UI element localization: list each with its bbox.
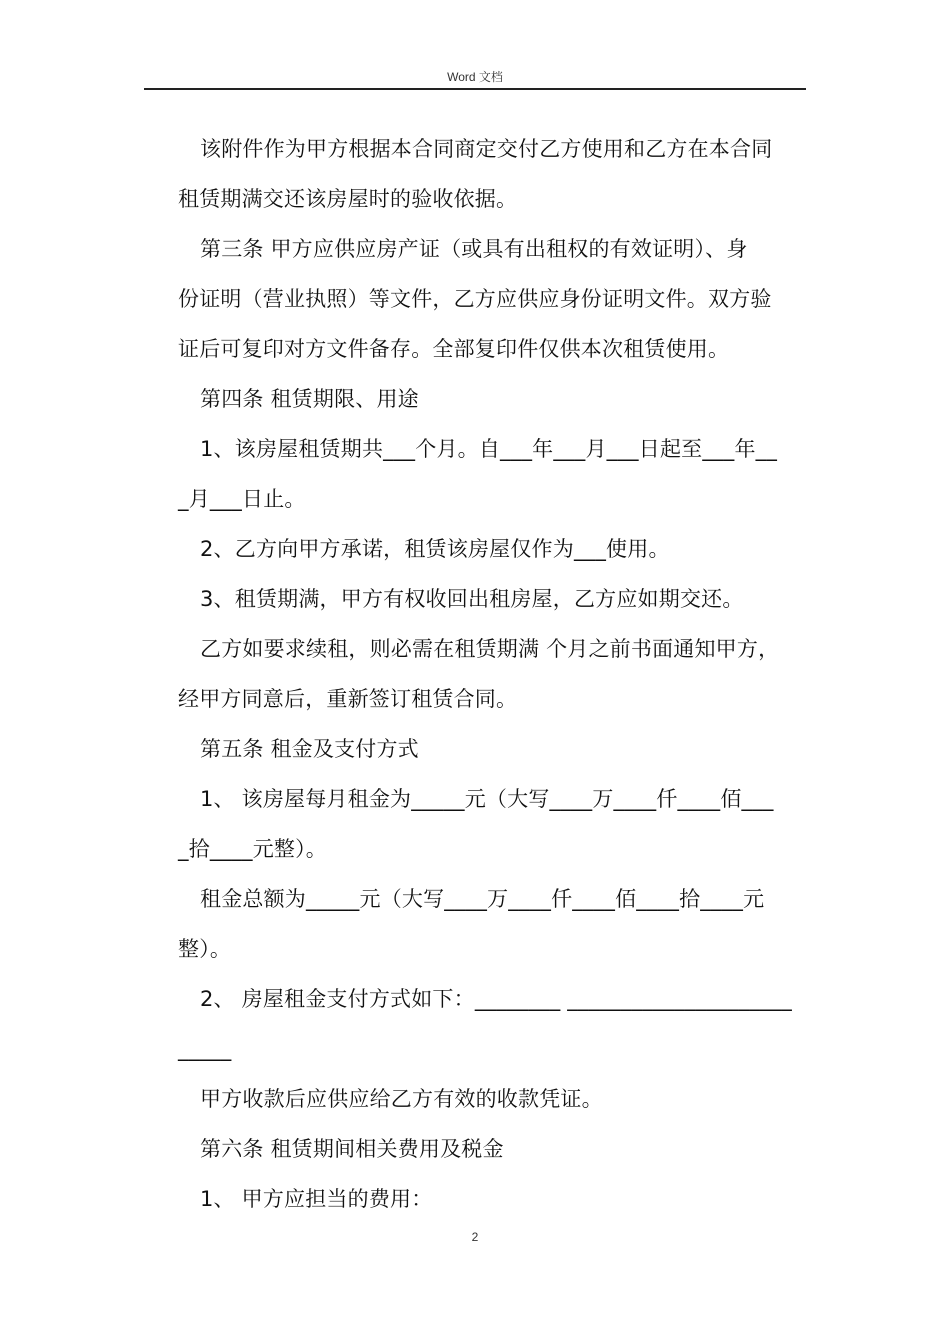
page-header (144, 66, 806, 90)
paragraph-line: _月___日止。 (178, 487, 306, 511)
paragraph-line: 甲方收款后应供应给乙方有效的收款凭证。 (200, 1087, 603, 1111)
paragraph-line: 乙方如要求续租，则必需在租赁期满 个月之前书面通知甲方， (200, 637, 780, 661)
paragraph-line: 证后可复印对方文件备存。全部复印件仅供本次租赁使用。 (178, 337, 730, 361)
article-heading: 第四条 租赁期限、用途 (200, 387, 419, 411)
paragraph-line: 该附件作为甲方根据本合同商定交付乙方使用和乙方在本合同 (200, 137, 773, 161)
paragraph-line: 1、 该房屋每月租金为_____元（大写____万____仟____佰___ (200, 787, 774, 811)
paragraph-line: _____ (178, 1037, 232, 1061)
page-number: 2 (471, 1230, 479, 1244)
paragraph-line: 2、 房屋租金支付方式如下：________ _____________________ (200, 987, 793, 1011)
header-title: Word 文档 (447, 70, 503, 84)
paragraph-line: 整）。 (178, 937, 232, 961)
article-heading: 第三条 甲方应供应房产证（或具有出租权的有效证明）、身 (200, 237, 748, 261)
paragraph-line: 经甲方同意后，重新签订租赁合同。 (178, 687, 518, 711)
paragraph-line: 租赁期满交还该房屋时的验收依据。 (178, 187, 518, 211)
document-body (178, 124, 804, 1224)
paragraph-line: 2、乙方向甲方承诺，租赁该房屋仅作为___使用。 (200, 537, 670, 561)
paragraph-line: _拾____元整）。 (178, 837, 327, 861)
paragraph-line: 1、 甲方应担当的费用： (200, 1187, 433, 1211)
paragraph-line: 3、租赁期满，甲方有权收回出租房屋，乙方应如期交还。 (200, 587, 744, 611)
paragraph-line: 份证明（营业执照）等文件，乙方应供应身份证明文件。双方验 (178, 287, 772, 311)
article-heading: 第五条 租金及支付方式 (200, 737, 419, 761)
article-heading: 第六条 租赁期间相关费用及税金 (200, 1137, 504, 1161)
paragraph-line: 1、该房屋租赁期共___个月。自___年___月___日起至___年__ (200, 437, 778, 461)
paragraph-line: 租金总额为_____元（大写____万____仟____佰____拾____元 (200, 887, 765, 911)
